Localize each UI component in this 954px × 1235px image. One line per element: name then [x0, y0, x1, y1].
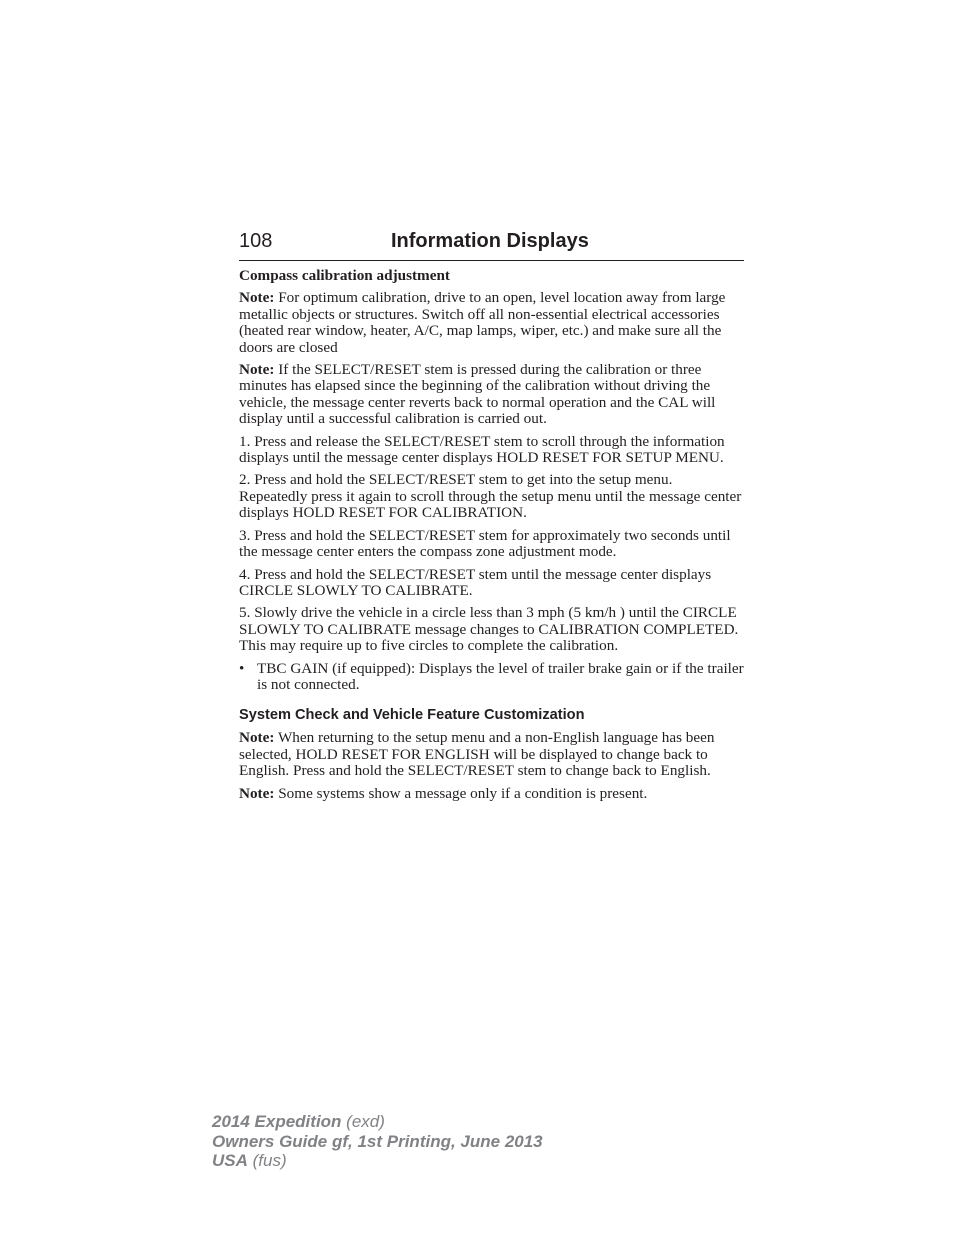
note-label: Note:	[239, 289, 275, 307]
footer-model: 2014 Expedition	[212, 1112, 342, 1131]
note-label: Note:	[239, 729, 275, 747]
step-1: 1. Press and release the SELECT/RESET stem to scroll through the information displays until the message center displays HOLD RESET FOR SETUP MENU.	[239, 432, 725, 467]
step-5: 5. Slowly drive the vehicle in a circle less than 3 mph (5 km/h ) until the CIRCLE SLOWLY TO CALIBRATE message changes to CALIBRATION COMPLETED. This may require up to five circles to complete the calibration.	[239, 604, 739, 655]
footer-printing: Owners Guide gf, 1st Printing, June 2013	[212, 1131, 543, 1151]
document-footer	[212, 1112, 543, 1171]
note-paragraph-3	[239, 730, 744, 779]
note-paragraph-2	[239, 362, 744, 428]
footer-line-1	[212, 1112, 543, 1132]
footer-market-code: (fus)	[247, 1151, 287, 1170]
note-text-1: For optimum calibration, drive to an open, level location away from large metallic objects or structures. Switch off all non-essential electrical accessories (heated rear window, heater, A/C, map lamps, wiper, etc.) and make sure all the doors are closed	[239, 289, 726, 356]
note-paragraph-4	[239, 786, 744, 802]
note-text-4: Some systems show a message only if a condition is present.	[278, 784, 648, 802]
step-2: 2. Press and hold the SELECT/RESET stem to get into the setup menu. Repeatedly press it again to scroll through the setup menu until the message center displays HOLD RESET FOR CALIBRATION.	[239, 471, 742, 522]
section-heading-system-check: System Check and Vehicle Feature Customization	[239, 707, 585, 724]
note-label: Note:	[239, 784, 275, 802]
footer-market: USA	[212, 1151, 248, 1170]
bullet-item-tbc-gain	[239, 661, 744, 694]
page-number: 108	[239, 230, 273, 252]
footer-line-2	[212, 1132, 543, 1152]
note-paragraph-1	[239, 290, 744, 356]
step-3: 3. Press and hold the SELECT/RESET stem for approximately two seconds until the message center enters the compass zone adjustment mode.	[239, 526, 731, 561]
bullet-text: TBC GAIN (if equipped): Displays the level of trailer brake gain or if the trailer is not connected.	[257, 659, 744, 693]
footer-line-3	[212, 1151, 543, 1171]
page-header	[239, 229, 744, 261]
note-text-2: If the SELECT/RESET stem is pressed during the calibration or three minutes has elapsed since the beginning of the calibration without driving the vehicle, the message center reverts back to normal operation and the CAL will display until a successful calibration is carried out.	[239, 361, 716, 428]
section-title: Information Displays	[391, 230, 589, 252]
page-content	[239, 268, 744, 808]
bullet-icon: •	[239, 659, 245, 677]
step-4: 4. Press and hold the SELECT/RESET stem until the message center displays CIRCLE SLOWLY TO CALIBRATE.	[239, 565, 712, 599]
note-label: Note:	[239, 361, 275, 379]
note-text-3: When returning to the setup menu and a non-English language has been selected, HOLD RESET FOR ENGLISH will be displayed to change back to English. Press and hold the SELECT/RESET stem to change back to English.	[239, 729, 715, 780]
footer-model-code: (exd)	[341, 1112, 385, 1131]
subheading-compass-calibration: Compass calibration adjustment	[239, 267, 450, 284]
